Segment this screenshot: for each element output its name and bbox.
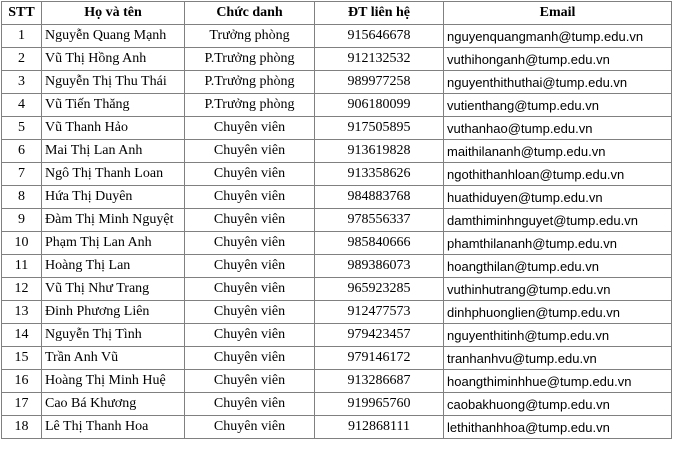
table-row: [2, 140, 672, 163]
cell-title: P.Trưởng phòng: [185, 71, 315, 94]
cell-stt: 7: [2, 163, 42, 186]
cell-phone: 985840666: [315, 232, 444, 255]
table-row: [2, 186, 672, 209]
cell-name: Nguyễn Thị Thu Thái: [42, 71, 185, 94]
cell-title: Chuyên viên: [185, 140, 315, 163]
cell-stt: 4: [2, 94, 42, 117]
table-row: [2, 370, 672, 393]
cell-title: Chuyên viên: [185, 347, 315, 370]
cell-name: Ngô Thị Thanh Loan: [42, 163, 185, 186]
cell-stt: 14: [2, 324, 42, 347]
cell-phone: 989977258: [315, 71, 444, 94]
cell-stt: 13: [2, 301, 42, 324]
cell-email: damthiminhnguyet@tump.edu.vn: [444, 209, 672, 232]
cell-phone: 912477573: [315, 301, 444, 324]
cell-stt: 5: [2, 117, 42, 140]
table-row: [2, 255, 672, 278]
header-title: Chức danh: [185, 2, 315, 25]
cell-title: P.Trưởng phòng: [185, 94, 315, 117]
cell-name: Vũ Thị Như Trang: [42, 278, 185, 301]
cell-phone: 913286687: [315, 370, 444, 393]
cell-email: dinhphuonglien@tump.edu.vn: [444, 301, 672, 324]
cell-email: huathiduyen@tump.edu.vn: [444, 186, 672, 209]
cell-phone: 989386073: [315, 255, 444, 278]
cell-name: Lê Thị Thanh Hoa: [42, 416, 185, 439]
table-row: [2, 163, 672, 186]
cell-name: Vũ Thị Hồng Anh: [42, 48, 185, 71]
cell-name: Nguyễn Thị Tình: [42, 324, 185, 347]
cell-email: nguyenquangmanh@tump.edu.vn: [444, 25, 672, 48]
table-row: [2, 278, 672, 301]
cell-phone: 978556337: [315, 209, 444, 232]
cell-title: Chuyên viên: [185, 255, 315, 278]
cell-title: Chuyên viên: [185, 324, 315, 347]
cell-phone: 915646678: [315, 25, 444, 48]
cell-email: vuthihonganh@tump.edu.vn: [444, 48, 672, 71]
cell-title: Chuyên viên: [185, 186, 315, 209]
cell-email: lethithanhhoa@tump.edu.vn: [444, 416, 672, 439]
cell-name: Trần Anh Vũ: [42, 347, 185, 370]
cell-phone: 979423457: [315, 324, 444, 347]
cell-phone: 979146172: [315, 347, 444, 370]
cell-name: Cao Bá Khương: [42, 393, 185, 416]
cell-title: P.Trưởng phòng: [185, 48, 315, 71]
cell-title: Trưởng phòng: [185, 25, 315, 48]
header-phone: ĐT liên hệ: [315, 2, 444, 25]
cell-email: vuthinhutrang@tump.edu.vn: [444, 278, 672, 301]
cell-email: phamthilananh@tump.edu.vn: [444, 232, 672, 255]
cell-stt: 11: [2, 255, 42, 278]
table-row: [2, 25, 672, 48]
table-body: [2, 25, 672, 439]
cell-email: hoangthiminhhue@tump.edu.vn: [444, 370, 672, 393]
cell-title: Chuyên viên: [185, 278, 315, 301]
cell-name: Vũ Tiến Thăng: [42, 94, 185, 117]
cell-email: vutienthang@tump.edu.vn: [444, 94, 672, 117]
cell-title: Chuyên viên: [185, 117, 315, 140]
table-row: [2, 416, 672, 439]
table-row: [2, 324, 672, 347]
cell-email: tranhanhvu@tump.edu.vn: [444, 347, 672, 370]
cell-email: nguyenthitinh@tump.edu.vn: [444, 324, 672, 347]
table-row: [2, 232, 672, 255]
staff-contact-table: [1, 1, 672, 439]
cell-email: maithilananh@tump.edu.vn: [444, 140, 672, 163]
cell-email: vuthanhao@tump.edu.vn: [444, 117, 672, 140]
cell-phone: 984883768: [315, 186, 444, 209]
cell-name: Đinh Phương Liên: [42, 301, 185, 324]
cell-title: Chuyên viên: [185, 370, 315, 393]
table-row: [2, 393, 672, 416]
cell-phone: 912868111: [315, 416, 444, 439]
table-row: [2, 209, 672, 232]
cell-stt: 15: [2, 347, 42, 370]
cell-stt: 1: [2, 25, 42, 48]
cell-stt: 6: [2, 140, 42, 163]
cell-phone: 965923285: [315, 278, 444, 301]
cell-name: Đàm Thị Minh Nguyệt: [42, 209, 185, 232]
cell-stt: 12: [2, 278, 42, 301]
table-row: [2, 347, 672, 370]
cell-name: Hoàng Thị Lan: [42, 255, 185, 278]
cell-stt: 16: [2, 370, 42, 393]
cell-title: Chuyên viên: [185, 232, 315, 255]
table-row: [2, 71, 672, 94]
cell-phone: 906180099: [315, 94, 444, 117]
cell-phone: 919965760: [315, 393, 444, 416]
header-row: [2, 2, 672, 25]
header-stt: STT: [2, 2, 42, 25]
cell-name: Phạm Thị Lan Anh: [42, 232, 185, 255]
table-row: [2, 48, 672, 71]
cell-phone: 912132532: [315, 48, 444, 71]
cell-stt: 2: [2, 48, 42, 71]
cell-name: Mai Thị Lan Anh: [42, 140, 185, 163]
cell-email: caobakhuong@tump.edu.vn: [444, 393, 672, 416]
cell-stt: 17: [2, 393, 42, 416]
cell-title: Chuyên viên: [185, 393, 315, 416]
cell-phone: 917505895: [315, 117, 444, 140]
cell-title: Chuyên viên: [185, 301, 315, 324]
cell-email: hoangthilan@tump.edu.vn: [444, 255, 672, 278]
cell-stt: 18: [2, 416, 42, 439]
header-name: Họ và tên: [42, 2, 185, 25]
cell-phone: 913358626: [315, 163, 444, 186]
cell-name: Vũ Thanh Hảo: [42, 117, 185, 140]
cell-stt: 8: [2, 186, 42, 209]
cell-stt: 10: [2, 232, 42, 255]
cell-phone: 913619828: [315, 140, 444, 163]
cell-stt: 3: [2, 71, 42, 94]
table-row: [2, 301, 672, 324]
table-row: [2, 94, 672, 117]
header-email: Email: [444, 2, 672, 25]
cell-name: Hứa Thị Duyên: [42, 186, 185, 209]
table-header: [2, 2, 672, 25]
cell-name: Nguyễn Quang Mạnh: [42, 25, 185, 48]
cell-email: ngothithanhloan@tump.edu.vn: [444, 163, 672, 186]
cell-name: Hoàng Thị Minh Huệ: [42, 370, 185, 393]
cell-title: Chuyên viên: [185, 209, 315, 232]
cell-stt: 9: [2, 209, 42, 232]
cell-email: nguyenthithuthai@tump.edu.vn: [444, 71, 672, 94]
table-row: [2, 117, 672, 140]
cell-title: Chuyên viên: [185, 163, 315, 186]
cell-title: Chuyên viên: [185, 416, 315, 439]
